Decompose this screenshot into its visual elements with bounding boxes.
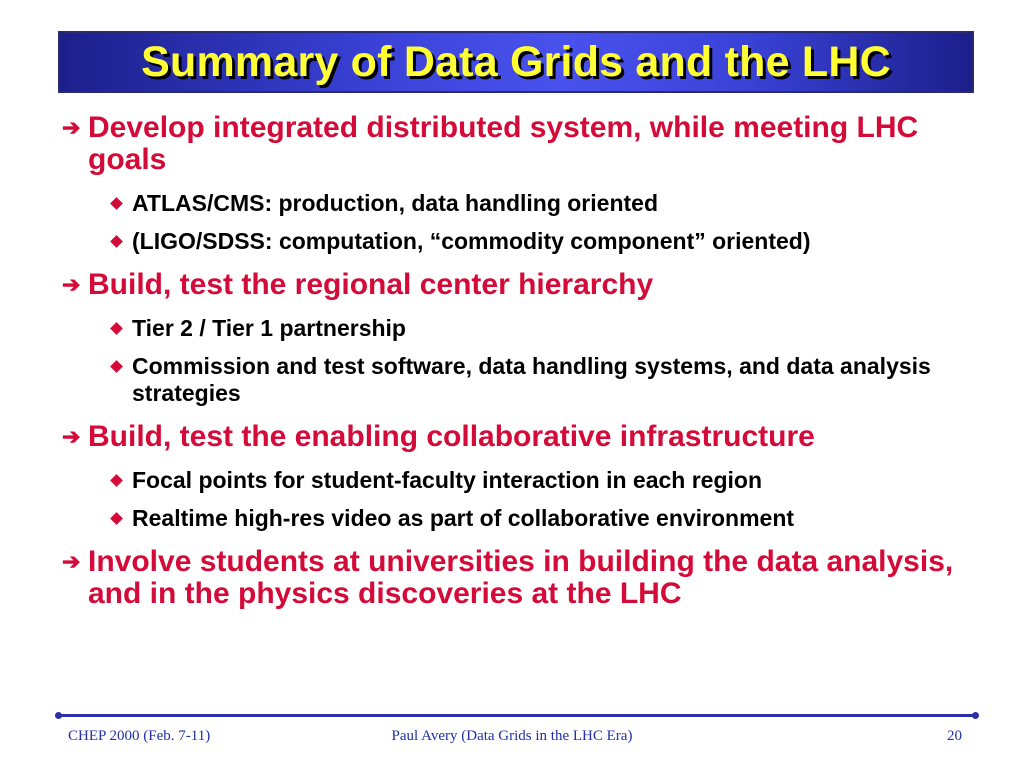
title-bar	[58, 31, 974, 93]
bullet-2	[62, 269, 982, 301]
bullet-2-text: Build, test the regional center hierarchy	[88, 268, 654, 301]
bullet-4-text: Involve students at universities in building the data analysis, and in the physics discoveries at the LHC	[88, 545, 954, 610]
right-arrow-icon: ➔	[62, 272, 81, 297]
sub-bullet-text: (LIGO/SDSS: computation, “commodity component” oriented)	[132, 228, 811, 254]
footer-divider	[58, 714, 976, 717]
sub-bullet-1-2	[62, 228, 982, 255]
diamond-icon	[110, 197, 123, 210]
bullet-4	[62, 546, 982, 610]
sub-bullet-text: Tier 2 / Tier 1 partnership	[132, 315, 406, 341]
sub-bullet-1-1	[62, 190, 982, 217]
sub-bullet-2-2	[62, 353, 982, 407]
sub-bullet-text: Focal points for student-faculty interaction in each region	[132, 467, 763, 493]
sub-bullet-text: Realtime high-res video as part of collaborative environment	[132, 505, 795, 531]
bullet-3-text: Build, test the enabling collaborative infrastructure	[88, 420, 815, 453]
bullet-1	[62, 112, 982, 176]
right-arrow-icon: ➔	[62, 549, 81, 574]
sub-bullet-text: ATLAS/CMS: production, data handling oriented	[132, 190, 658, 216]
bullet-1-text: Develop integrated distributed system, while meeting LHC goals	[88, 111, 919, 176]
sub-bullet-2-1	[62, 315, 982, 342]
right-arrow-icon: ➔	[62, 424, 81, 449]
sub-bullet-text: Commission and test software, data handling systems, and data analysis strategies	[132, 353, 931, 406]
diamond-icon	[110, 235, 123, 248]
right-arrow-icon: ➔	[62, 115, 81, 140]
sub-bullet-3-2	[62, 505, 982, 532]
slide-title: Summary of Data Grids and the LHC	[141, 37, 891, 86]
footer-conference: CHEP 2000 (Feb. 7-11)	[68, 728, 211, 744]
footer-author: Paul Avery (Data Grids in the LHC Era)	[391, 728, 633, 744]
diamond-icon	[110, 512, 123, 525]
sub-bullet-3-1	[62, 467, 982, 494]
slide-body	[62, 112, 982, 610]
diamond-icon	[110, 322, 123, 335]
diamond-icon	[110, 360, 123, 373]
page-number: 20	[947, 728, 962, 744]
bullet-3	[62, 421, 982, 453]
diamond-icon	[110, 474, 123, 487]
